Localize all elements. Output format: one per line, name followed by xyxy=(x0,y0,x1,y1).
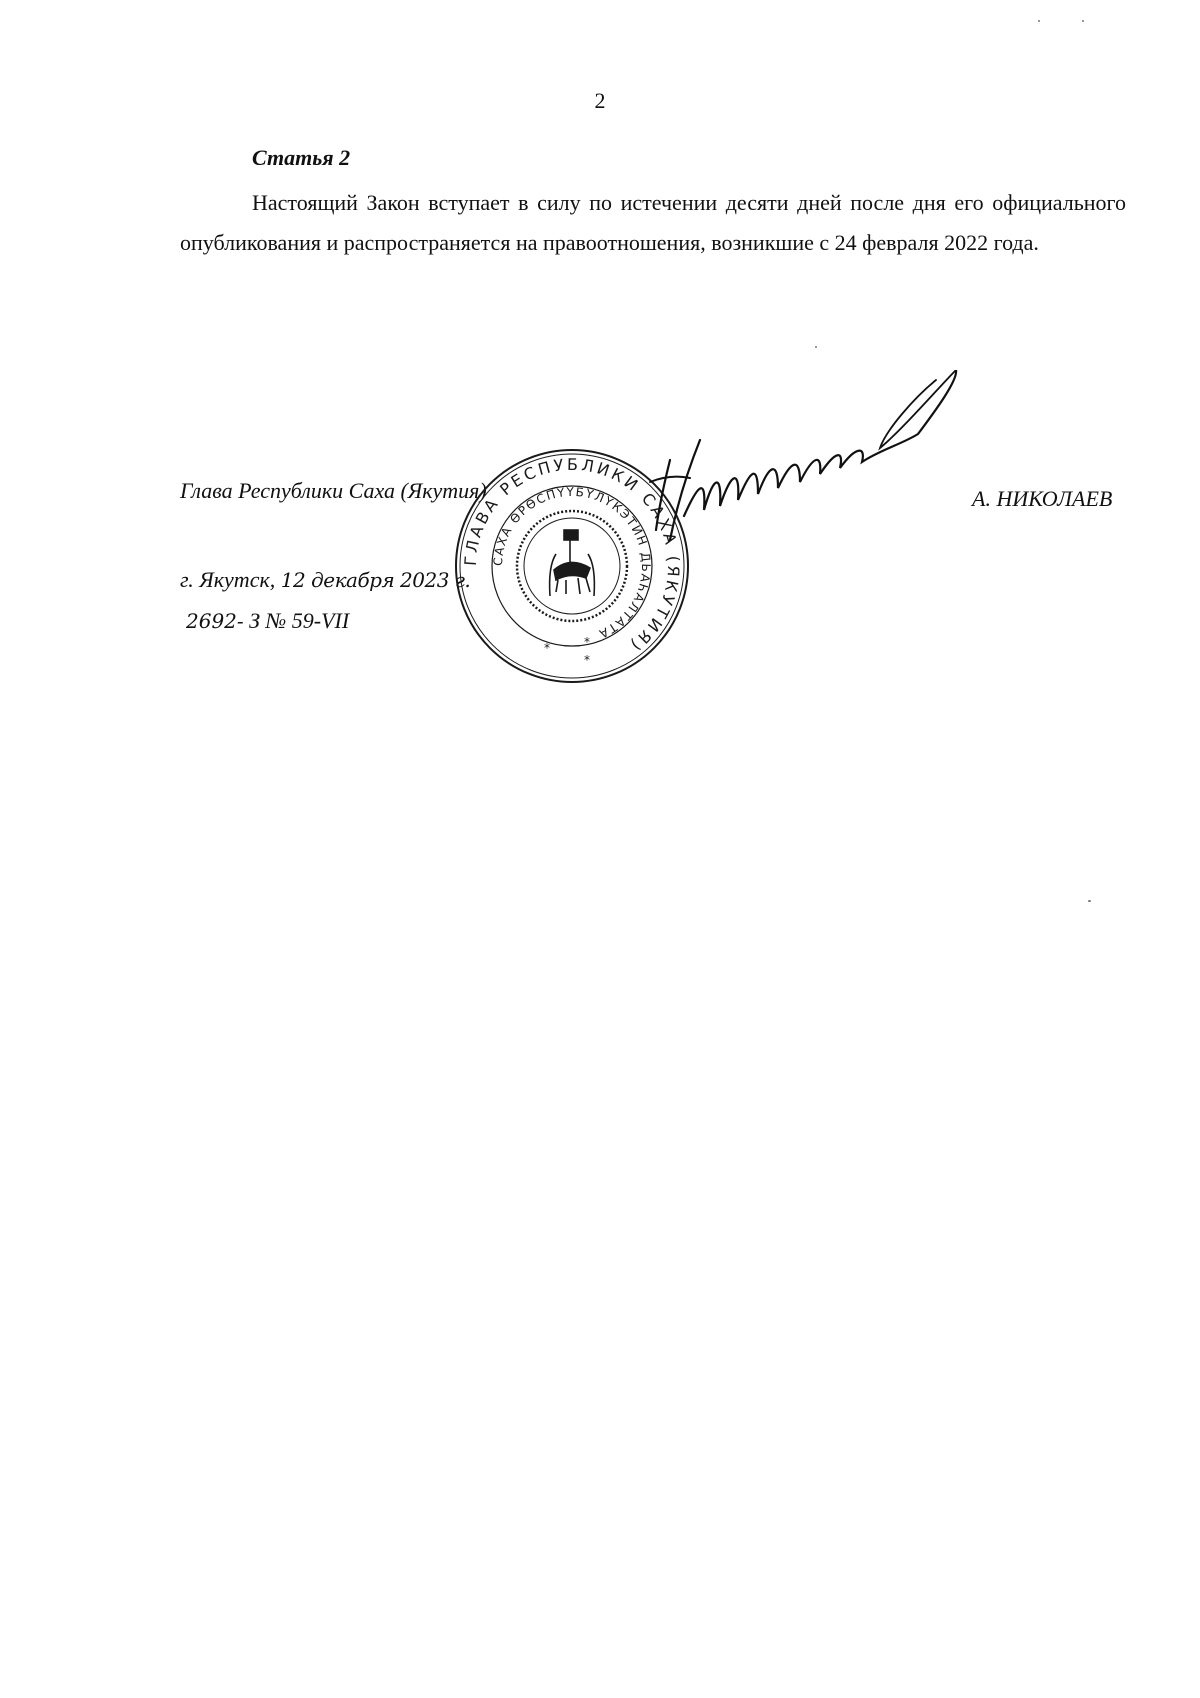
signing-date-handwritten: 12 декабря 2023 г. xyxy=(280,568,471,592)
scan-speck xyxy=(1082,20,1084,22)
signing-place-date xyxy=(180,567,470,593)
scan-speck xyxy=(815,346,817,348)
coat-of-arms-icon xyxy=(550,530,595,596)
law-number-handwritten: 2692- xyxy=(186,609,244,633)
svg-text:ГЛАВА РЕСПУБЛИКИ САХА (ЯКУТИЯ): ГЛАВА РЕСПУБЛИКИ САХА (ЯКУТИЯ) xyxy=(460,454,684,657)
signatory-name: А. НИКОЛАЕВ xyxy=(972,486,1113,511)
scan-speck xyxy=(1038,20,1040,22)
scan-speck xyxy=(1088,900,1091,902)
article-body: Настоящий Закон вступает в силу по истечении десяти дней после дня его официального опубликования и распространяется на правоотношения, возникшие с 24 февраля 2022 года. xyxy=(180,190,1126,255)
svg-text:*: * xyxy=(544,641,550,655)
article-title: Статья 2 xyxy=(252,145,351,170)
svg-text:*: * xyxy=(584,653,590,667)
svg-text:*: * xyxy=(584,635,590,649)
law-number xyxy=(186,608,349,634)
page-number: 2 xyxy=(594,88,606,113)
handwritten-signature xyxy=(640,370,1040,570)
signatory-position: Глава Республики Саха (Якутия) xyxy=(180,478,487,503)
signing-place: г. Якутск, xyxy=(180,567,276,592)
law-number-printed: З № 59-VII xyxy=(249,608,350,633)
svg-text:САХА ӨРӨСПҮҮБҮЛҮКЭТИН ДЬАҺАЛТА: САХА ӨРӨСПҮҮБҮЛҮКЭТИН ДЬАҺАЛТАТА xyxy=(490,484,654,642)
